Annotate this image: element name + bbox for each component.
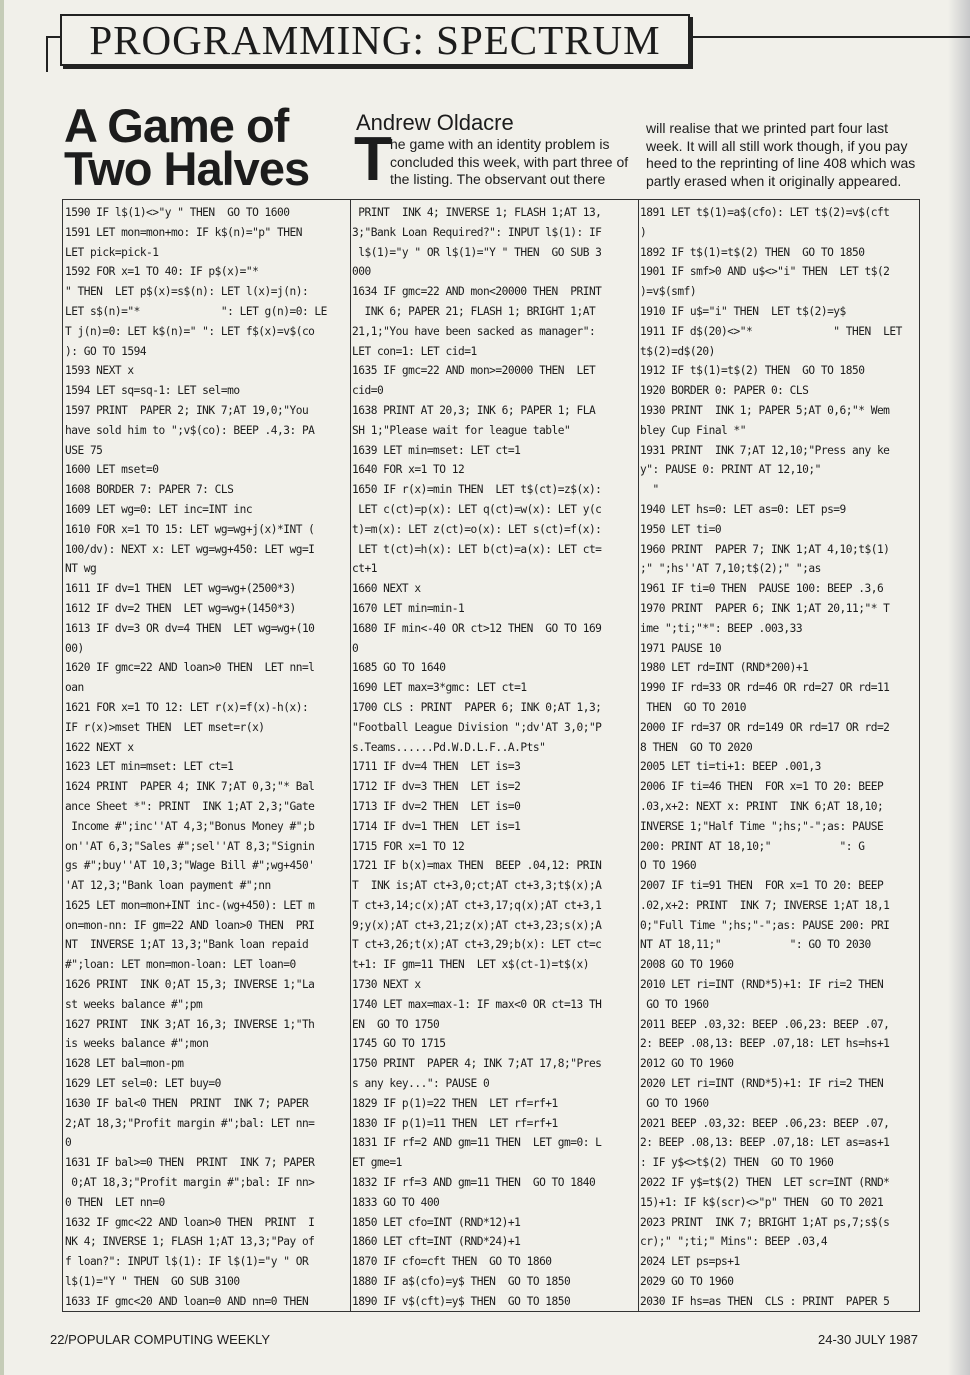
listing-line: : IF y$<>t$(2) THEN GO TO 1960	[640, 1156, 834, 1170]
listing-line: T ct+3,14;c(x);AT ct+3,17;q(x);AT ct+3,1	[352, 898, 602, 912]
listing-line: THEN GO TO 2010	[640, 700, 747, 714]
listing-line: 1622 NEXT x	[65, 740, 134, 754]
listing-line: 1628 LET bal=mon-pm	[65, 1057, 184, 1071]
listing-line: 1832 IF rf=3 AND gm=11 THEN GO TO 1840	[352, 1176, 596, 1190]
header-rule	[46, 36, 48, 72]
listing-line: USE 75	[65, 443, 103, 457]
listing-line: 1593 NEXT x	[65, 364, 134, 378]
listing-line: 100/dv): NEXT x: LET wg=wg+450: LET wg=I	[65, 542, 315, 556]
listing-line: 1611 IF dv=1 THEN LET wg=wg+(2500*3)	[65, 582, 296, 596]
listing-line: 1650 IF r(x)=min THEN LET t$(ct)=z$(x):	[352, 483, 602, 497]
listing-line: 0	[352, 641, 359, 655]
headline-line: A Game of	[64, 99, 289, 152]
listing-line: 1829 IF p(1)=22 THEN LET rf=rf+1	[352, 1096, 558, 1110]
listing-line: 1971 PAUSE 10	[640, 641, 722, 655]
listing-line: 1621 FOR x=1 TO 12: LET r(x)=f(x)-h(x):	[65, 700, 309, 714]
listing-line: 1950 LET ti=0	[640, 522, 722, 536]
listing-line: bley Cup Final *"	[640, 423, 747, 437]
listing-line: NT wg	[65, 562, 97, 576]
listing-line: 1632 IF gmc<22 AND loan>0 THEN PRINT I	[65, 1215, 315, 1229]
listing-line: 1592 FOR x=1 TO 40: IF p$(x)="*	[65, 265, 259, 279]
listing-line: " THEN LET p$(x)=s$(n): LET l(x)=j(n):	[65, 285, 309, 299]
listing-line: ET gme=1	[352, 1156, 402, 1170]
listing-line: 2029 GO TO 1960	[640, 1275, 734, 1289]
listing-line: 2021 BEEP .03,32: BEEP .06,23: BEEP .07,	[640, 1116, 890, 1130]
listing-line: 1890 IF v$(cft)=y$ THEN GO TO 1850	[352, 1294, 571, 1308]
listing-line: LET pick=pick-1	[65, 245, 159, 259]
listing-line: 1831 IF rf=2 AND gm=11 THEN LET gm=0: L	[352, 1136, 602, 1150]
listing-line: 1590 IF l$(1)<>"y " THEN GO TO 1600	[65, 206, 290, 219]
intro-paragraph: will realise that we printed part four last week. It will all still work though, if you pay heed to the reprinting of line 408 which was partly erased when it originally appeared.	[646, 120, 916, 189]
listing-line: 1634 IF gmc=22 AND mon<20000 THEN PRINT	[352, 285, 602, 299]
listing-line: 1690 LET max=3*gmc: LET ct=1	[352, 681, 527, 695]
listing-line: 1613 IF dv=3 OR dv=4 THEN LET wg=wg+(10	[65, 621, 315, 635]
listing-line: LET con=1: LET cid=1	[352, 344, 477, 358]
listing-line: 1990 IF rd=33 OR rd=46 OR rd=27 OR rd=11	[640, 681, 890, 695]
listing-line: 2024 LET ps=ps+1	[640, 1255, 740, 1269]
listing-line: 1600 LET mset=0	[65, 463, 159, 477]
listing-line: cr);" ";ti;" Mins": BEEP .03,4	[640, 1235, 828, 1249]
listing-line: .03,x+2: NEXT x: PRINT INK 6;AT 18,10;	[640, 799, 884, 813]
listing-line: 1901 IF smf>0 AND u$<>"i" THEN LET t$(2	[640, 265, 890, 279]
listing-line: 1715 FOR x=1 TO 12	[352, 839, 465, 853]
listing-line: LET t(ct)=h(x): LET b(ct)=a(x): LET ct=	[352, 542, 602, 556]
listing-line: t$(2)=d$(20)	[640, 344, 715, 358]
listing-line: "	[640, 483, 659, 497]
listing-line: 1850 LET cfo=INT (RND*12)+1	[352, 1215, 521, 1229]
listing-line: NT AT 18,11;" ": GO TO 2030	[640, 938, 871, 952]
listing-line: 1970 PRINT PAPER 6; INK 1;AT 20,11;"* T	[640, 601, 890, 615]
header-rule	[692, 36, 970, 38]
listing-line: 1891 LET t$(1)=a$(cfo): LET t$(2)=v$(cft	[640, 206, 890, 219]
listing-line: O TO 1960	[640, 859, 697, 873]
header-rule	[46, 36, 60, 38]
listing-line: 1930 PRINT INK 1; PAPER 5;AT 0,6;"* Wem	[640, 403, 890, 417]
listing-line: 1700 CLS : PRINT PAPER 6; INK 0;AT 1,3;	[352, 700, 602, 714]
listing-line: 0;AT 18,3;"Profit margin #";bal: IF nn>	[65, 1176, 315, 1190]
listing-line: 1626 PRINT INK 0;AT 15,3; INVERSE 1;"La	[65, 978, 315, 992]
listing-line: 2006 IF ti=46 THEN FOR x=1 TO 20: BEEP	[640, 780, 884, 794]
listing-line: ): GO TO 1594	[65, 344, 147, 358]
listing-line: 1612 IF dv=2 THEN LET wg=wg+(1450*3)	[65, 601, 296, 615]
listing-line: T INK is;AT ct+3,0;ct;AT ct+3,3;t$(x);A	[352, 879, 602, 893]
listing-line: ime ";ti;"*": BEEP .003,33	[640, 621, 803, 635]
listing-line: 1830 IF p(1)=11 THEN LET rf=rf+1	[352, 1116, 558, 1130]
listing-line: 1721 IF b(x)=max THEN BEEP .04,12: PRIN	[352, 859, 602, 873]
listing-line: ance Sheet *": PRINT INK 1;AT 2,3;"Gate	[65, 799, 315, 813]
listing-line: 2020 LET ri=INT (RND*5)+1: IF ri=2 THEN	[640, 1077, 884, 1091]
listing-line: 1640 FOR x=1 TO 12	[352, 463, 465, 477]
listing-line: #";loan: LET mon=mon-loan: LET loan=0	[65, 958, 296, 972]
listing-line: l$(1)="y " OR l$(1)="Y " THEN GO SUB 3	[352, 245, 602, 259]
listing-line: ;" ";hs''AT 7,10;t$(2);" ";as	[640, 562, 821, 576]
page-edge	[0, 0, 4, 1375]
listing-line: 21,1;"You have been sacked as manager":	[352, 324, 596, 338]
listing-line: st weeks balance #";pm	[65, 997, 203, 1011]
listing-line: 1833 GO TO 400	[352, 1195, 440, 1209]
listing-line: 1713 IF dv=2 THEN LET is=0	[352, 799, 521, 813]
listing-line: 0 THEN LET nn=0	[65, 1195, 165, 1209]
listing-line: cid=0	[352, 384, 384, 398]
listing-line: 2030 IF hs=as THEN CLS : PRINT PAPER 5	[640, 1294, 890, 1308]
listing-line: .02,x+2: PRINT INK 7; INVERSE 1;AT 18,1	[640, 898, 890, 912]
listing-line: 1610 FOR x=1 TO 15: LET wg=wg+j(x)*INT (	[65, 522, 315, 536]
listing-line: have sold him to ";v$(co): BEEP .4,3: PA	[65, 423, 315, 437]
listing-line: 0;"Full Time ";hs;"-";as: PAUSE 200: PRI	[640, 918, 890, 932]
listing-line: 1740 LET max=max-1: IF max<0 OR ct=13 TH	[352, 997, 602, 1011]
listing-line: 1670 LET min=min-1	[352, 601, 465, 615]
listing-line: 1625 LET mon=mon+INT inc-(wg+450): LET m	[65, 898, 315, 912]
article-headline	[64, 99, 354, 195]
listing-line: 1638 PRINT AT 20,3; INK 6; PAPER 1; FLA	[352, 403, 596, 417]
listing-line: 1624 PRINT PAPER 4; INK 7;AT 0,3;"* Bal	[65, 780, 315, 794]
listing-line: 1660 NEXT x	[352, 582, 421, 596]
listing-line: 1910 IF u$="i" THEN LET t$(2)=y$	[640, 304, 846, 318]
listing-line: 1892 IF t$(1)=t$(2) THEN GO TO 1850	[640, 245, 865, 259]
listing-line: 1920 BORDER 0: PAPER 0: CLS	[640, 384, 809, 398]
listing-line: 1629 LET sel=0: LET buy=0	[65, 1077, 221, 1091]
listing-line: 1633 IF gmc<20 AND loan=0 AND nn=0 THEN	[65, 1294, 309, 1308]
listing-line: 1685 GO TO 1640	[352, 661, 446, 675]
listing-line: 1680 IF min<-40 OR ct>12 THEN GO TO 169	[352, 621, 602, 635]
listing-line: on=mon-nn: IF gm=22 AND loan>0 THEN PRI	[65, 918, 315, 932]
listing-line: 1730 NEXT x	[352, 978, 421, 992]
section-header: PROGRAMMING: SPECTRUM	[60, 14, 690, 66]
drop-cap: T	[354, 125, 392, 194]
listing-line: 1627 PRINT INK 3;AT 16,3; INVERSE 1;"Th	[65, 1017, 315, 1031]
listing-line: 1745 GO TO 1715	[352, 1037, 446, 1051]
listing-line: IF r(x)>mset THEN LET mset=r(x)	[65, 720, 265, 734]
listing-line: 1631 IF bal>=0 THEN PRINT INK 7; PAPER	[65, 1156, 315, 1170]
listing-line: NK 4; INVERSE 1; FLASH 1;AT 13,3;"Pay of	[65, 1235, 315, 1249]
listing-line: 2005 LET ti=ti+1: BEEP .001,3	[640, 760, 821, 774]
listing-line: 1960 PRINT PAPER 7; INK 1;AT 4,10;t$(1)	[640, 542, 890, 556]
listing-line: 1870 IF cfo=cft THEN GO TO 1860	[352, 1255, 552, 1269]
listing-line: 1714 IF dv=1 THEN LET is=1	[352, 819, 521, 833]
listing-line: gs #";buy''AT 10,3;"Wage Bill #";wg+450'	[65, 859, 315, 873]
listing-line: 1608 BORDER 7: PAPER 7: CLS	[65, 483, 234, 497]
listing-line: T ct+3,26;t(x);AT ct+3,29;b(x): LET ct=c	[352, 938, 602, 952]
listing-line: 2012 GO TO 1960	[640, 1057, 734, 1071]
listing-line: 1597 PRINT PAPER 2; INK 7;AT 19,0;"You	[65, 403, 309, 417]
listing-line: s.Teams......Pd.W.D.L.F..A.Pts"	[352, 740, 546, 754]
listing-line: 1630 IF bal<0 THEN PRINT INK 7; PAPER	[65, 1096, 309, 1110]
listing-line: 1860 LET cft=INT (RND*24)+1	[352, 1235, 521, 1249]
listing-line: 2010 LET ri=INT (RND*5)+1: IF ri=2 THEN	[640, 978, 884, 992]
listing-line: 1940 LET hs=0: LET as=0: LET ps=9	[640, 502, 846, 516]
intro-paragraph: he game with an identity problem is concluded this week, with part three of the listing. The observant out there	[390, 136, 629, 187]
listing-line: INVERSE 1;"Half Time ";hs;"-";as: PAUSE	[640, 819, 884, 833]
listing-line: PRINT INK 4; INVERSE 1; FLASH 1;AT 13,	[352, 206, 602, 219]
listing-line: )	[640, 225, 647, 239]
article-author: Andrew Oldacre	[356, 110, 514, 135]
footer-date: 24-30 JULY 1987	[818, 1332, 918, 1347]
listing-line: 9;y(x);AT ct+3,21;z(x);AT ct+3,23;s(x);A	[352, 918, 602, 932]
program-listing	[62, 199, 920, 1312]
listing-line: 200: PRINT AT 18,10;" ": G	[640, 839, 865, 853]
listing-line: 1912 IF t$(1)=t$(2) THEN GO TO 1850	[640, 364, 865, 378]
listing-line: 1712 IF dv=3 THEN LET is=2	[352, 780, 521, 794]
listing-line: 000	[352, 265, 371, 279]
listing-line: 1635 IF gmc=22 AND mon>=20000 THEN LET	[352, 364, 596, 378]
listing-line: 2022 IF y$=t$(2) THEN LET scr=INT (RND*	[640, 1176, 890, 1190]
listing-line: y": PAUSE 0: PRINT AT 12,10;"	[640, 463, 821, 477]
listing-line: on''AT 6,3;"Sales #";sel''AT 8,3;"Signin	[65, 839, 315, 853]
listing-line: oan	[65, 681, 84, 695]
listing-line: ct+1	[352, 562, 377, 576]
listing-line: 2: BEEP .08,13: BEEP .07,18: LET hs=hs+1	[640, 1037, 890, 1051]
listing-line: l$(1)="Y " THEN GO SUB 3100	[65, 1275, 240, 1289]
listing-line: is weeks balance #";mon	[65, 1037, 209, 1051]
listing-line: GO TO 1960	[640, 997, 709, 1011]
listing-line: 15)+1: IF k$(scr)<>"p" THEN GO TO 2021	[640, 1195, 884, 1209]
listing-line: 1623 LET min=mset: LET ct=1	[65, 760, 234, 774]
listing-line: 2007 IF ti=91 THEN FOR x=1 TO 20: BEEP	[640, 879, 884, 893]
listing-line: 1931 PRINT INK 7;AT 12,10;"Press any ke	[640, 443, 890, 457]
listing-line: T j(n)=0: LET k$(n)=" ": LET f$(x)=v$(co	[65, 324, 315, 338]
listing-line: 1980 LET rd=INT (RND*200)+1	[640, 661, 809, 675]
listing-line: 1594 LET sq=sq-1: LET sel=mo	[65, 384, 240, 398]
headline-line: Two Halves	[64, 142, 310, 195]
listing-column	[352, 203, 634, 1312]
listing-line: 1961 IF ti=0 THEN PAUSE 100: BEEP .3,6	[640, 582, 884, 596]
listing-line: 0	[65, 1136, 72, 1150]
listing-line: 1620 IF gmc=22 AND loan>0 THEN LET nn=l	[65, 661, 315, 675]
listing-line: t)=m(x): LET z(ct)=o(x): LET s(ct)=f(x):	[352, 522, 602, 536]
listing-line: 1609 LET wg=0: LET inc=INT inc	[65, 502, 253, 516]
listing-line: NT INVERSE 1;AT 13,3;"Bank loan repaid	[65, 938, 309, 952]
listing-line: 1639 LET min=mset: LET ct=1	[352, 443, 521, 457]
listing-line: LET s$(n)="* ": LET g(n)=0: LE	[65, 304, 327, 318]
listing-line: 1880 IF a$(cfo)=y$ THEN GO TO 1850	[352, 1275, 571, 1289]
listing-line: )=v$(smf)	[640, 285, 697, 299]
listing-column	[65, 203, 347, 1312]
listing-line: EN GO TO 1750	[352, 1017, 440, 1031]
listing-line: 2023 PRINT INK 7; BRIGHT 1;AT ps,7;s$(s	[640, 1215, 890, 1229]
listing-line: 'AT 12,3;"Bank loan payment #";nn	[65, 879, 271, 893]
listing-column	[640, 203, 920, 1312]
listing-line: 8 THEN GO TO 2020	[640, 740, 753, 754]
listing-line: INK 6; PAPER 21; FLASH 1; BRIGHT 1;AT	[352, 304, 596, 318]
listing-line: "Football League Division ";dv'AT 3,0;"P	[352, 720, 602, 734]
page-fold-shadow	[948, 0, 970, 1375]
listing-line: 00)	[65, 641, 84, 655]
column-divider	[350, 200, 351, 1311]
listing-line: s any key...": PAUSE 0	[352, 1077, 490, 1091]
listing-line: 2008 GO TO 1960	[640, 958, 734, 972]
listing-line: SH 1;"Please wait for league table"	[352, 423, 571, 437]
listing-line: 2000 IF rd=37 OR rd=149 OR rd=17 OR rd=2	[640, 720, 890, 734]
listing-line: 1911 IF d$(20)<>"* " THEN LET	[640, 324, 902, 338]
listing-line: 1711 IF dv=4 THEN LET is=3	[352, 760, 521, 774]
listing-line: 2: BEEP .08,13: BEEP .07,18: LET as=as+1	[640, 1136, 890, 1150]
column-divider	[638, 200, 639, 1311]
listing-line: 2;AT 18,3;"Profit margin #";bal: LET nn=	[65, 1116, 315, 1130]
listing-line: GO TO 1960	[640, 1096, 709, 1110]
listing-line: f loan?": INPUT l$(1): IF l$(1)="y " OR	[65, 1255, 309, 1269]
listing-line: Income #";inc''AT 4,3;"Bonus Money #";b	[65, 819, 315, 833]
listing-line: 3;"Bank Loan Required?": INPUT l$(1): IF	[352, 225, 602, 239]
footer-page-info: 22/POPULAR COMPUTING WEEKLY	[50, 1332, 271, 1347]
listing-line: t+1: IF gm=11 THEN LET x$(ct-1)=t$(x)	[352, 958, 589, 972]
listing-line: LET c(ct)=p(x): LET q(ct)=w(x): LET y(c	[352, 502, 602, 516]
listing-line: 2011 BEEP .03,32: BEEP .06,23: BEEP .07,	[640, 1017, 890, 1031]
listing-line: 1750 PRINT PAPER 4; INK 7;AT 17,8;"Pres	[352, 1057, 602, 1071]
listing-line: 1591 LET mon=mon+mo: IF k$(n)="p" THEN	[65, 225, 302, 239]
